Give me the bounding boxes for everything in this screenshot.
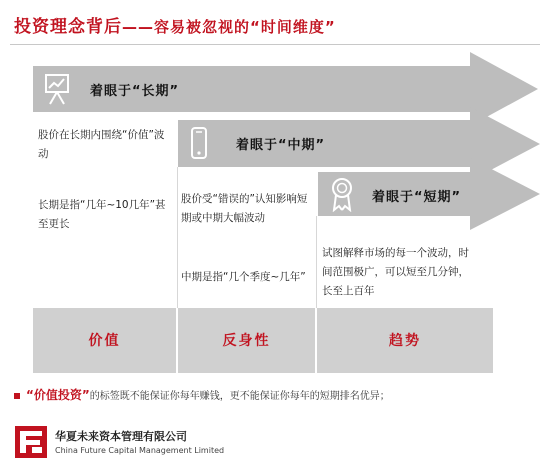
label-value: 价值 xyxy=(88,333,121,349)
award-medal-icon xyxy=(330,176,354,212)
column-divider xyxy=(177,167,178,308)
presentation-board-icon xyxy=(44,72,70,106)
value-investing-note xyxy=(14,386,544,403)
short-term-desc: 试图解释市场的每一个波动，时间范围极广，可以短至几分钟，长至上百年 xyxy=(322,247,469,297)
company-logo xyxy=(14,425,48,459)
company-name-en: China Future Capital Management Limited xyxy=(55,446,225,455)
note-highlight: “价值投资” xyxy=(26,388,90,402)
mid-term-desc: 股价受“错误的”认知影响短期或中期大幅波动 xyxy=(181,193,308,224)
label-trend: 趋势 xyxy=(389,333,421,349)
note-text: 的标签既不能保证你每年赚钱，更不能保证你每年的短期排名优异； xyxy=(89,391,390,402)
bullet-square xyxy=(14,393,20,399)
long-term-label: 着眼于“长期” xyxy=(90,84,180,99)
long-term-range: 长期是指“几年~10几年”甚至更长 xyxy=(38,199,166,230)
company-name-cn: 华夏未来资本管理有限公司 xyxy=(55,430,187,443)
title-main: 投资理念背后 xyxy=(14,17,122,37)
mid-term-range: 中期是指“几个季度~几年” xyxy=(181,271,306,283)
title-sub: ——容易被忽视的“时间维度” xyxy=(122,18,336,36)
mobile-phone-icon xyxy=(190,126,208,160)
short-term-label: 着眼于“短期” xyxy=(372,190,462,205)
label-reflexivity: 反身性 xyxy=(222,333,271,349)
long-term-desc: 股价在长期内围绕“价值”波动 xyxy=(38,129,165,160)
column-divider xyxy=(316,216,317,308)
mid-term-label: 着眼于“中期” xyxy=(236,138,326,153)
